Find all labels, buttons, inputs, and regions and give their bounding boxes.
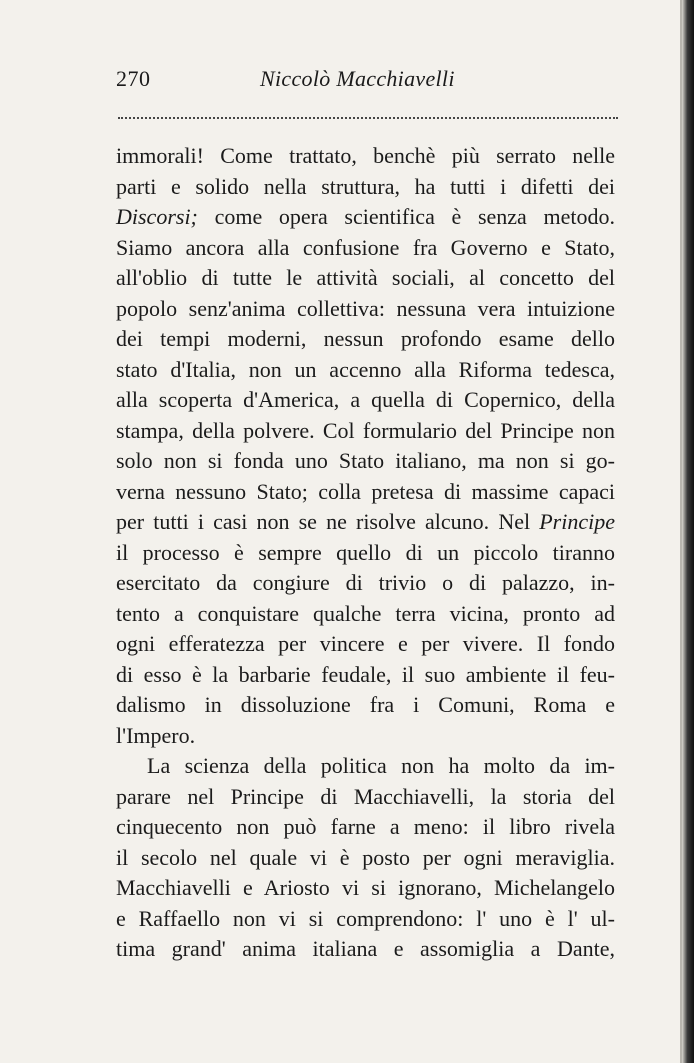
text-line: tima grand' anima italiana e assomiglia a Dante, xyxy=(116,936,615,961)
text-line: Siamo ancora alla confusione fra Governo e Stato, xyxy=(116,234,615,260)
text-line: e Raffaello non vi si comprendono: l' uno è l' ul- xyxy=(116,905,615,931)
text-line: stato d'Italia, non un accenno alla Riforma tedesca, xyxy=(116,356,615,382)
text-line: solo non si fonda uno Stato italiano, ma non si go- xyxy=(116,448,615,473)
text-line: parare nel Principe di Macchiavelli, la storia del xyxy=(116,783,615,809)
text-line: cinquecento non può farne a meno: il libro rivela xyxy=(116,814,615,839)
text-italic: Discorsi; xyxy=(116,204,198,229)
text-line: dalismo in dissoluzione fra i Comuni, Roma e xyxy=(116,692,615,717)
text-line: Discorsi; come opera scientifica è senza metodo. xyxy=(116,204,615,229)
text-line: stampa, della polvere. Col formulario del Principe non xyxy=(116,417,615,443)
body-text xyxy=(116,141,615,965)
text-line: all'oblio di tutte le attività sociali, al concetto del xyxy=(116,265,615,290)
page-number: 270 xyxy=(116,66,151,91)
header-rule xyxy=(118,117,618,119)
page-shadow xyxy=(682,0,694,1063)
text-line: immorali! Come trattato, benchè più serrato nelle xyxy=(116,143,615,168)
text-line: Macchiavelli e Ariosto vi si ignorano, Michelangelo xyxy=(116,875,615,900)
text-line: alla scoperta d'America, a quella di Copernico, della xyxy=(116,387,615,412)
text-line: il secolo nel quale vi è posto per ogni meraviglia. xyxy=(116,844,615,870)
text-line: verna nessuno Stato; colla pretesa di massime capaci xyxy=(116,478,615,504)
text-italic: Principe xyxy=(539,509,615,534)
text-line: per tutti i casi non se ne risolve alcuno. Nel Principe xyxy=(116,509,615,534)
text-line: il processo è sempre quello di un piccolo tiranno xyxy=(116,539,615,565)
text-line: popolo senz'anima collettiva: nessuna vera intuizione xyxy=(116,295,615,321)
text-line: parti e solido nella struttura, ha tutti i difetti dei xyxy=(116,173,615,199)
text-line: esercitato da congiure di trivio o di palazzo, in- xyxy=(116,570,615,595)
text-line: ogni efferatezza per vincere e per vivere. Il fondo xyxy=(116,631,615,656)
running-title: Niccolò Macchiavelli xyxy=(260,66,455,91)
text-line: La scienza della politica non ha molto da im- xyxy=(147,753,615,778)
text-line: l'Impero. xyxy=(116,722,196,748)
page-header xyxy=(116,66,616,102)
text-line: tento a conquistare qualche terra vicina, pronto ad xyxy=(116,600,615,626)
text-line: dei tempi moderni, nessun profondo esame dello xyxy=(116,326,615,351)
text-line: di esso è la barbarie feudale, il suo ambiente il feu- xyxy=(116,661,615,687)
